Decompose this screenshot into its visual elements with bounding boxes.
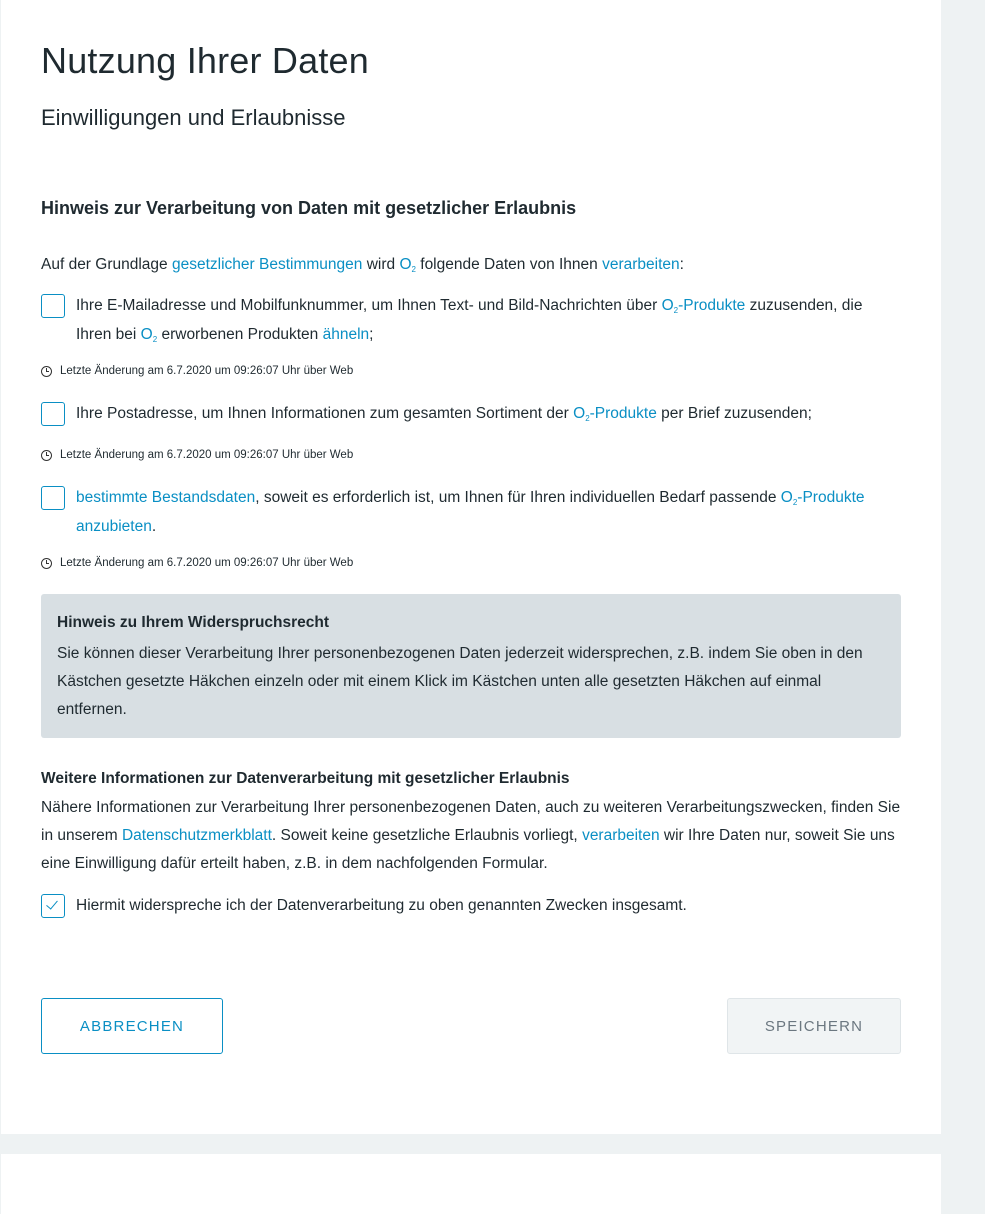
last-change-info: Letzte Änderung am 6.7.2020 um 09:26:07 Uhr über Web [41, 365, 353, 377]
checkbox-inventory-data[interactable] [41, 486, 65, 510]
page-subtitle: Einwilligungen und Erlaubnisse [41, 105, 346, 130]
consent-text-postal: Ihre Postadresse, um Ihnen Informationen zum gesamten Sortiment der $O_2$-Produkte per Brief zuzusenden; [76, 405, 812, 423]
page-title: Nutzung Ihrer Daten [41, 40, 369, 81]
objection-notice [41, 594, 901, 738]
clock-icon [41, 558, 52, 569]
further-info-body: Nähere Informationen zur Verarbeitung Ihrer personenbezogenen Daten, auch zu weiteren Verarbeitungszwecken, finden Sie in unserem Datenschutzmerkblatt. Soweit keine gesetzliche Erlaubnis vorliegt, verarbeiten wir Ihre Daten nur, soweit Sie uns eine Einwilligung dafür erteilt haben, z.B. in dem nachfolgenden Formular. [41, 799, 901, 872]
intro-text: Auf der Grundlage gesetzlicher Bestimmungen wird $O_2$ folgende Daten von Ihnen verarbeiten: [41, 256, 684, 274]
save-button[interactable]: SPEICHERN [727, 998, 901, 1054]
further-info-title: Weitere Informationen zur Datenverarbeitung mit gesetzlicher Erlaubnis [41, 770, 570, 787]
notice-title: Hinweis zu Ihrem Widerspruchsrecht [57, 614, 330, 631]
o2-brand: $O_2$ [140, 326, 158, 344]
consent-card [1, 0, 941, 1134]
link-aehneln[interactable]: ähneln [322, 326, 370, 343]
clock-icon [41, 366, 52, 377]
notice-body: Sie können dieser Verarbeitung Ihrer personenbezogenen Daten jederzeit widersprechen, z.B. indem Sie oben in den Kästchen gesetzte Häkchen einzeln oder mit einem Klick im Kästchen unten alle gesetzten Häkchen auf einmal entfernen. [57, 645, 863, 718]
checkbox-postal[interactable] [41, 402, 65, 426]
link-datenschutzmerkblatt[interactable]: Datenschutzmerkblatt [121, 827, 272, 844]
clock-icon [41, 450, 52, 461]
consent-text-inventory-data: bestimmte Bestandsdaten, soweit es erforderlich ist, um Ihnen für Ihren individuellen Bedarf passende $O_2$-Produkte anzubieten. [76, 489, 865, 535]
link-verarbeiten[interactable]: verarbeiten [582, 827, 660, 844]
section-heading: Hinweis zur Verarbeitung von Daten mit gesetzlicher Erlaubnis [41, 198, 577, 218]
link-o2-produkte[interactable]: $O_2$-Produkte [661, 297, 746, 315]
link-o2-produkte-anzubieten[interactable]: $O_2$-Produkte anzubieten [76, 489, 865, 535]
cancel-button[interactable]: ABBRECHEN [41, 998, 223, 1054]
consent-text-email-mobile: Ihre E-Mailadresse und Mobilfunknummer, um Ihnen Text- und Bild-Nachrichten über $O_2$-Produkte zuzusenden, die Ihren bei $O_2$ erworbenen Produkten ähneln; [76, 297, 863, 344]
checkbox-email-mobile[interactable] [41, 294, 65, 318]
last-change-info: Letzte Änderung am 6.7.2020 um 09:26:07 Uhr über Web [41, 557, 353, 569]
objection-label: Hiermit widerspreche ich der Datenverarbeitung zu oben genannten Zwecken insgesamt. [76, 897, 687, 914]
link-verarbeiten[interactable]: verarbeiten [602, 256, 680, 273]
checkbox-objection[interactable] [41, 894, 65, 918]
link-gesetzliche-bestimmungen[interactable]: gesetzlicher Bestimmungen [171, 256, 363, 273]
next-card [1, 1154, 941, 1214]
last-change-info: Letzte Änderung am 6.7.2020 um 09:26:07 Uhr über Web [41, 449, 353, 461]
o2-brand: $O_2$ [399, 256, 416, 274]
link-bestandsdaten[interactable]: bestimmte Bestandsdaten [76, 489, 256, 506]
link-o2-produkte[interactable]: $O_2$-Produkte [573, 405, 657, 423]
